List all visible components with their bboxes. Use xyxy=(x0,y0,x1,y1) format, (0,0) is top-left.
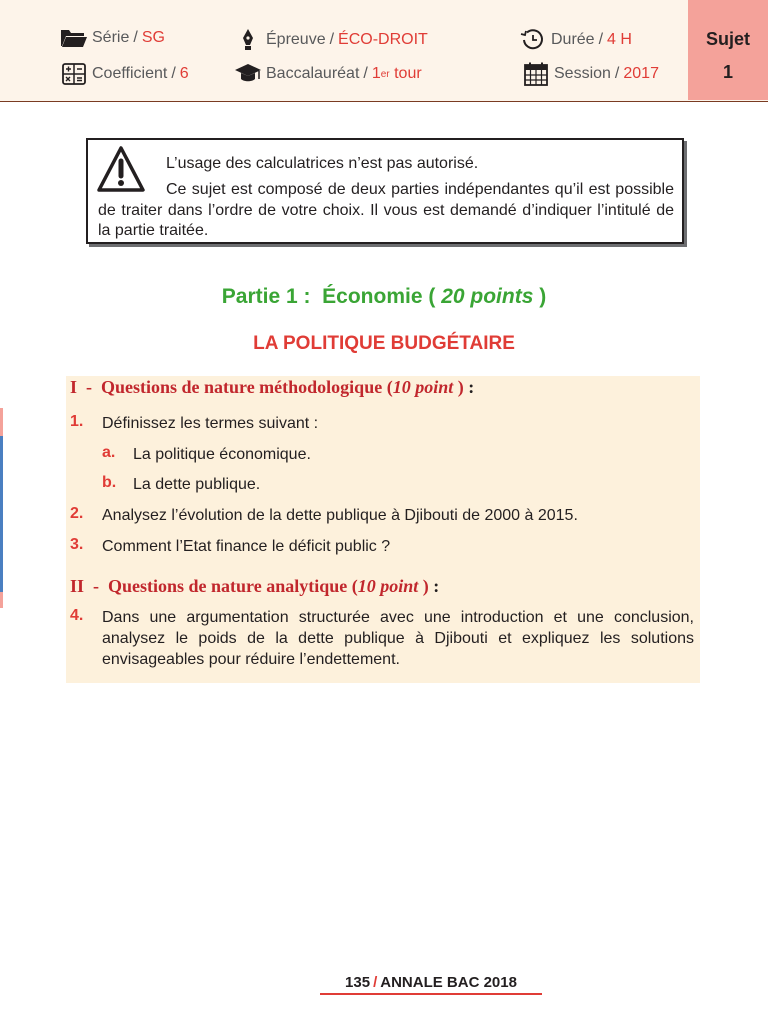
baccalaureat-key: Baccalauréat xyxy=(266,65,360,82)
question-sub-letter: b. xyxy=(102,474,117,491)
question-text: Analysez l’évolution de la dette publique à Djibouti de 2000 à 2015. xyxy=(102,507,578,524)
epreuve-key: Épreuve xyxy=(266,31,326,48)
epreuve-separator: / xyxy=(329,31,335,48)
duree-value: 4 H xyxy=(607,31,632,48)
pen-nib-icon xyxy=(234,28,262,52)
header-session xyxy=(522,62,659,86)
part-subtitle: LA POLITIQUE BUDGÉTAIRE xyxy=(253,333,515,354)
side-tab-accent xyxy=(0,436,3,592)
calendar-icon xyxy=(522,62,550,86)
coefficient-separator: / xyxy=(171,65,176,82)
session-separator: / xyxy=(614,65,620,82)
sujet-number: 1 xyxy=(722,62,733,82)
question-sub-text: La politique économique. xyxy=(133,446,311,463)
question-number: 1. xyxy=(70,413,84,430)
session-key: Session xyxy=(554,65,611,82)
calculator-icon xyxy=(60,62,88,86)
warning-line-2: Ce sujet est composé de deux parties indépendantes qu’il est possible de traiter dans l’ordre de votre choix. Il vous est demandé d’indiquer l’intitulé de la partie traitée. xyxy=(98,181,674,239)
clock-icon xyxy=(519,28,547,52)
header-baccalaureat xyxy=(234,62,422,86)
page-header xyxy=(0,0,768,102)
part-title xyxy=(0,285,768,309)
section-methodological xyxy=(70,377,474,398)
footer-title: ANNALE BAC 2018 xyxy=(380,974,517,991)
section2-prefix: II - Questions de nature analytique ( xyxy=(70,576,358,596)
section1-colon: : xyxy=(463,377,475,397)
question-sub-text: La dette publique. xyxy=(133,476,261,493)
question-text: Dans une argumentation structurée avec une introduction et une conclusion, analysez le poids de la dette publique à Djibouti et expliquez les solutions envisageables pour réduire l’endettement. xyxy=(102,609,694,668)
part-points: 20 points xyxy=(441,285,534,308)
header-epreuve xyxy=(234,28,428,52)
question-text: Définissez les termes suivant : xyxy=(102,415,319,432)
question-number: 3. xyxy=(70,536,84,553)
question-sub-letter: a. xyxy=(102,444,116,461)
footer-separator: / xyxy=(373,974,378,991)
baccalaureat-value2: tour xyxy=(389,65,422,82)
baccalaureat-sup: er xyxy=(380,68,390,80)
section2-suffix: ) xyxy=(418,576,429,596)
serie-separator: / xyxy=(133,29,138,46)
page-number: 135 xyxy=(345,974,371,991)
header-duree xyxy=(519,28,632,52)
header-coefficient xyxy=(60,62,189,86)
header-serie xyxy=(60,26,165,50)
part-title-suffix: ) xyxy=(533,285,547,308)
baccalaureat-value: 1 xyxy=(371,65,381,82)
section-analytical xyxy=(70,576,439,597)
section1-prefix: I - Questions de nature méthodologique ( xyxy=(70,377,393,397)
serie-key: Série xyxy=(92,29,130,46)
sujet-label: Sujet xyxy=(705,29,750,49)
question-number: 2. xyxy=(70,505,84,522)
footer-rule xyxy=(320,993,542,995)
serie-value: SG xyxy=(141,29,165,46)
duree-separator: / xyxy=(598,31,604,48)
warning-line-1: L’usage des calculatrices n’est pas autorisé. xyxy=(166,155,479,172)
section1-suffix: ) xyxy=(453,377,464,397)
epreuve-value: ÉCO-DROIT xyxy=(338,31,428,48)
coefficient-value: 6 xyxy=(179,65,189,82)
warning-notice xyxy=(86,138,684,244)
folder-icon xyxy=(60,26,88,50)
question-number: 4. xyxy=(70,607,84,624)
duree-key: Durée xyxy=(551,31,595,48)
part-title-prefix: Partie 1 : Économie ( xyxy=(221,285,442,308)
graduation-cap-icon xyxy=(234,62,262,86)
question-text: Comment l’Etat finance le déficit public ? xyxy=(102,538,391,555)
session-value: 2017 xyxy=(623,65,659,82)
page-footer xyxy=(320,974,542,991)
section2-colon: : xyxy=(428,576,440,596)
baccalaureat-separator: / xyxy=(363,65,368,82)
sujet-badge xyxy=(688,0,768,100)
section1-points: 10 point xyxy=(392,377,454,397)
section2-points: 10 point xyxy=(357,576,419,596)
coefficient-key: Coefficient xyxy=(92,65,168,82)
